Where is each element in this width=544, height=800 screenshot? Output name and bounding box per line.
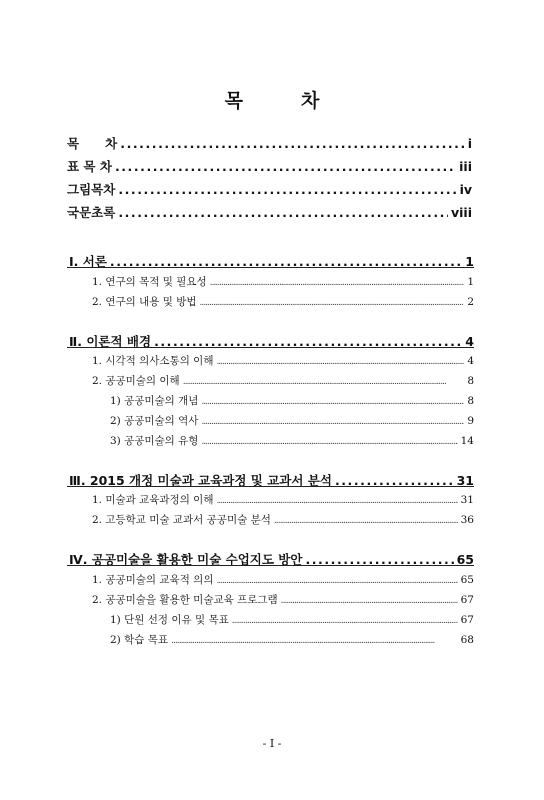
chapter-rule — [67, 486, 474, 487]
toc-page: viii — [450, 205, 472, 220]
toc-label: Ⅱ. 이론적 배경 — [69, 334, 152, 349]
toc-page: 65 — [460, 574, 474, 586]
toc-label: 1. 미술과 교육과정의 이해 — [92, 494, 214, 506]
chapter-rule — [67, 565, 474, 566]
toc-page: 67 — [460, 594, 474, 606]
title-left: 목 — [224, 90, 243, 112]
leader-dots — [118, 182, 456, 197]
toc-section[interactable] — [92, 274, 474, 289]
toc-label: 2. 고등학교 미술 교과서 공공미술 분석 — [92, 514, 271, 526]
leader-dots — [201, 435, 457, 447]
toc-page: 8 — [467, 395, 474, 407]
leader-dots — [183, 375, 465, 387]
leader-dots — [281, 594, 458, 606]
chapter-rule — [67, 267, 474, 268]
leader-dots — [115, 159, 456, 174]
toc-subsection[interactable] — [110, 433, 474, 448]
toc-front-contents[interactable] — [67, 134, 472, 152]
toc-page: i — [467, 136, 472, 151]
toc-label: Ⅳ. 공공미술을 활용한 미술 수업지도 방안 — [69, 552, 303, 567]
toc-page: 1 — [467, 276, 474, 288]
toc-page: 9 — [467, 415, 474, 427]
toc-section[interactable] — [92, 512, 474, 527]
leader-dots — [201, 415, 464, 427]
toc-label: 1) 단원 선정 이유 및 목표 — [110, 614, 229, 626]
toc-label: 2) 공공미술의 역사 — [110, 415, 199, 427]
toc-label: 국문초록 — [67, 205, 116, 220]
toc-subsection[interactable] — [110, 413, 474, 428]
toc-page: 31 — [460, 494, 474, 506]
toc-front-figures[interactable] — [67, 180, 472, 198]
toc-label: 1. 시각적 의사소통의 이해 — [92, 355, 214, 367]
toc-label: 2. 공공미술의 이해 — [92, 375, 180, 387]
toc-label: 2. 연구의 내용 및 방법 — [92, 296, 197, 308]
toc-label: Ⅲ. 2015 개정 미술과 교육과정 및 교과서 분석 — [69, 473, 332, 488]
toc-page: 67 — [460, 614, 474, 626]
toc-page: 68 — [460, 634, 474, 646]
toc-page: 36 — [460, 514, 474, 526]
toc-page: 8 — [467, 375, 474, 387]
chapter-rule — [67, 347, 474, 348]
page-title — [0, 86, 544, 113]
leader-dots — [200, 296, 465, 308]
leader-dots — [216, 355, 464, 367]
toc-label: 2) 학습 목표 — [110, 634, 169, 646]
toc-front-abstract[interactable] — [67, 203, 472, 221]
leader-dots — [120, 136, 464, 151]
toc-label: 1. 연구의 목적 및 필요성 — [92, 276, 207, 288]
toc-front-tables[interactable] — [67, 157, 472, 175]
toc-page: 31 — [456, 473, 474, 488]
toc-page: 65 — [456, 552, 474, 567]
toc-page: iii — [459, 159, 472, 174]
toc-subsection[interactable] — [110, 393, 474, 408]
toc-section[interactable] — [92, 492, 474, 507]
leader-dots — [232, 614, 458, 626]
toc-subsection[interactable] — [110, 632, 474, 647]
leader-dots — [171, 634, 458, 646]
toc-page: 1 — [465, 254, 474, 269]
toc-section[interactable] — [92, 294, 474, 309]
toc-page: 4 — [465, 334, 474, 349]
toc-label: 표 목 차 — [67, 159, 112, 174]
toc-subsection[interactable] — [110, 612, 474, 627]
title-right: 차 — [301, 90, 320, 112]
toc-page: 4 — [467, 355, 474, 367]
toc-page: iv — [459, 182, 472, 197]
leader-dots — [274, 514, 458, 526]
toc-label: 그림목차 — [67, 182, 116, 197]
toc-label: 3) 공공미술의 유형 — [110, 435, 199, 447]
toc-label: Ⅰ. 서론 — [69, 254, 107, 269]
leader-dots — [216, 494, 457, 506]
leader-dots — [210, 276, 465, 288]
toc-label: 목 차 — [67, 136, 118, 151]
toc-section[interactable] — [92, 353, 474, 368]
toc-label: 1. 공공미술의 교육적 의의 — [92, 574, 214, 586]
toc-label: 1) 공공미술의 개념 — [110, 395, 199, 407]
toc-section[interactable] — [92, 373, 474, 388]
toc-page: 2 — [467, 296, 474, 308]
toc-section[interactable] — [92, 592, 474, 607]
page-number-footer: - I - — [262, 737, 282, 750]
leader-dots — [201, 395, 464, 407]
toc-label: 2. 공공미술을 활용한 미술교육 프로그램 — [92, 594, 278, 606]
toc-section[interactable] — [92, 572, 474, 587]
toc-page: 14 — [460, 435, 474, 447]
leader-dots — [216, 574, 457, 586]
leader-dots — [118, 205, 448, 220]
